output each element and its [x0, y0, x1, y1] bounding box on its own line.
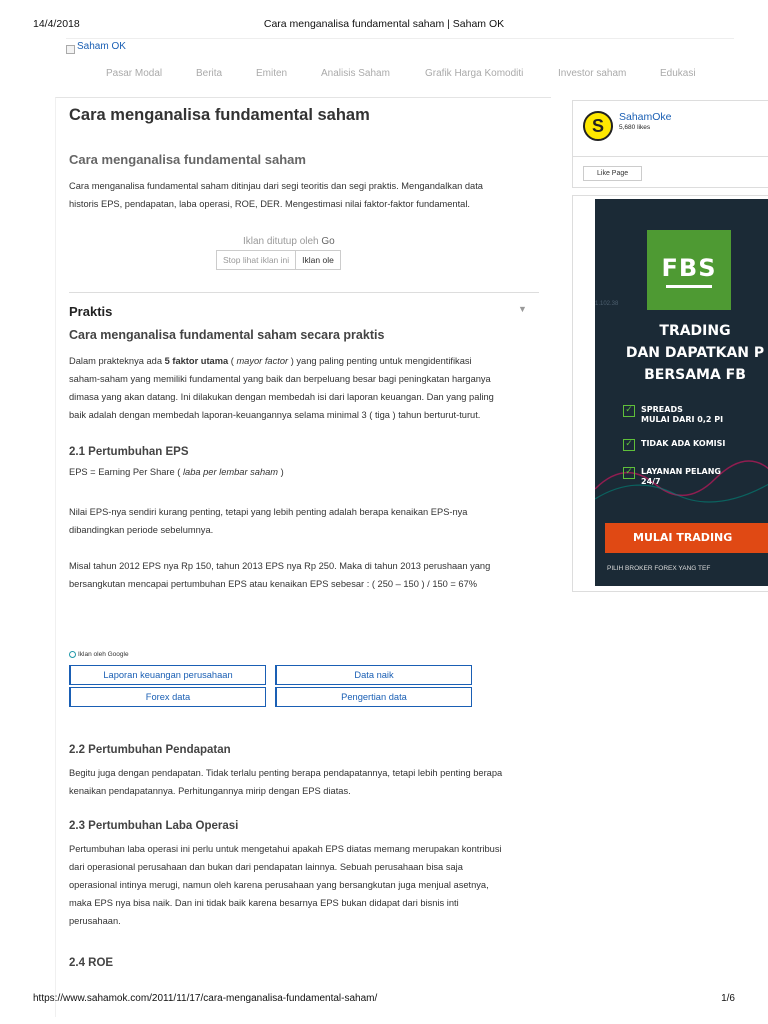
stop-ad-button[interactable]: Stop lihat iklan ini — [216, 250, 296, 270]
check-icon: ✓ — [623, 405, 635, 417]
text-line: dari operasional perusahaan dan bukan dari pendapatan lainnya. Sebuah perusahaan bisa saja — [69, 862, 463, 872]
intro-line: Cara menganalisa fundamental saham ditinjau dari segi teoritis dan segi praktis. Mengandalkan data — [69, 181, 483, 191]
text-run: ( — [228, 356, 237, 366]
text-line: Nilai EPS-nya sendiri kurang penting, tetapi yang lebih penting adalah berapa kenaikan EPS-nya — [69, 507, 468, 517]
print-title: Cara menganalisa fundamental saham | Saham OK — [263, 18, 505, 30]
intro-paragraph — [69, 177, 529, 213]
section-divider — [69, 292, 539, 293]
main-nav — [106, 68, 696, 79]
banner-feature — [623, 439, 725, 451]
text-line: dibandingkan periode sebelumnya. — [69, 525, 214, 535]
paragraph-laba-operasi — [69, 840, 529, 930]
banner-footer-text: PILIH BROKER FOREX YANG TEF — [607, 565, 711, 572]
text-line: baik adalah dengan membedah laporan-keuangannya selama minimal 3 ( tiga ) tahun berturut-turut. — [69, 410, 481, 420]
nav-item-berita[interactable]: Berita — [196, 68, 223, 79]
article-title: Cara menganalisa fundamental saham — [69, 106, 370, 124]
text-run: ) — [278, 467, 284, 477]
paragraph-pendapatan — [69, 764, 529, 800]
fbs-ad-banner[interactable] — [595, 199, 768, 586]
text-line: maka EPS nya bisa naik. Dan ini tidak baik karena besarnya EPS bukan didapat dari bisnis inti — [69, 898, 459, 908]
ad-closed-text: Iklan ditutup oleh — [243, 236, 322, 247]
ads-by-google-label: Iklan oleh Google — [78, 651, 129, 658]
text-run: Dalam prakteknya ada — [69, 356, 165, 366]
heading-2-2: 2.2 Pertumbuhan Pendapatan — [69, 744, 231, 756]
article — [55, 97, 551, 1017]
start-trading-button[interactable]: MULAI TRADING — [605, 523, 768, 553]
check-icon: ✓ — [623, 467, 635, 479]
feature-text: TIDAK ADA KOMISI — [641, 439, 726, 448]
paragraph-eps — [69, 503, 529, 539]
check-icon: ✓ — [623, 439, 635, 451]
article-subtitle: Cara menganalisa fundamental saham — [69, 152, 306, 167]
ad-links — [69, 665, 469, 707]
fbs-logo — [647, 230, 731, 310]
section-title: Praktis — [69, 304, 113, 319]
banner-headline: TRADING — [659, 323, 731, 339]
chevron-down-icon[interactable]: ▼ — [518, 304, 527, 314]
feature-text: MULAI DARI 0,2 PI — [641, 415, 724, 424]
heading-2-4: 2.4 ROE — [69, 957, 114, 969]
page-number: 1/6 — [721, 993, 735, 1004]
nav-item-grafik-harga-komoditi[interactable]: Grafik Harga Komoditi — [425, 68, 524, 79]
facebook-likes-count: 5,680 likes — [619, 124, 651, 131]
paragraph-faktor — [69, 352, 529, 424]
heading-2-1: 2.1 Pertumbuhan EPS — [69, 446, 189, 458]
facebook-page-name[interactable]: SahamOke — [619, 111, 672, 123]
site-logo[interactable] — [66, 39, 126, 54]
text-line: perusahaan. — [69, 916, 121, 926]
text-line: dimasa yang akan datang. Ini dilakukan dengan membedah isi dari laporan keuangan. Dan yang paling — [69, 392, 494, 402]
banner-feature — [623, 467, 721, 487]
broken-image-icon — [66, 45, 75, 54]
print-url: https://www.sahamok.com/2011/11/17/cara-menganalisa-fundamental-saham/ — [33, 993, 378, 1004]
nav-item-emiten[interactable]: Emiten — [256, 68, 288, 79]
italic-text: mayor factor — [236, 356, 289, 366]
feature-text: SPREADS — [641, 405, 683, 414]
logo-underline — [666, 285, 712, 288]
intro-line: historis EPS, pendapatan, laba operasi, ROE, DER. Mengestimasi nilai faktor-faktor fundamental. — [69, 199, 470, 209]
paragraph-eps-example — [69, 557, 529, 593]
eps-definition — [69, 463, 529, 481]
ad-by-button[interactable]: Iklan ole — [296, 250, 341, 270]
banner-feature — [623, 405, 723, 425]
section-subtitle: Cara menganalisa fundamental saham secara praktis — [69, 328, 385, 342]
ad-link[interactable]: Pengertian data — [275, 687, 472, 707]
sahamoke-logo[interactable]: S — [583, 111, 613, 141]
text-line: Pertumbuhan laba operasi ini perlu untuk mengetahui apakah EPS diatas memang merupakan kontribusi — [69, 844, 502, 854]
ad-link[interactable]: Laporan keuangan perusahaan — [69, 665, 266, 685]
text-line: kenaikan pendapatannya. Perhitungannya mirip dengan EPS diatas. — [69, 786, 351, 796]
ad-closed-brand: Go — [321, 236, 335, 247]
print-date: 14/4/2018 — [33, 18, 80, 30]
bold-text: 5 faktor utama — [164, 356, 229, 366]
info-icon — [69, 651, 76, 658]
divider — [573, 156, 768, 157]
nav-item-analisis-saham[interactable]: Analisis Saham — [321, 68, 390, 79]
facebook-page-widget — [572, 100, 768, 188]
feature-text: 24/7 — [641, 477, 661, 486]
ticker-text: 1.102.38 — [595, 301, 619, 307]
ad-link[interactable]: Forex data — [69, 687, 266, 707]
text-line: Misal tahun 2012 EPS nya Rp 150, tahun 2013 EPS nya Rp 250. Maka di tahun 2013 perushaan yang — [69, 561, 491, 571]
nav-item-pasar-modal[interactable]: Pasar Modal — [106, 68, 163, 79]
ad-link[interactable]: Data naik — [275, 665, 472, 685]
text-line: Begitu juga dengan pendapatan. Tidak terlalu penting berapa pendapatannya, tetapi lebih penting berapa — [69, 768, 503, 778]
text-line: bersangkutan mencapai pertumbuhan EPS atau kenaikan EPS sebesar : ( 250 – 150 ) / 150 = 67% — [69, 579, 478, 589]
logo-alt-text: Saham OK — [77, 41, 126, 52]
ad-feedback-buttons — [216, 250, 341, 270]
heading-2-3: 2.3 Pertumbuhan Laba Operasi — [69, 820, 239, 832]
italic-text: laba per lembar saham — [182, 467, 279, 477]
nav-item-investor-saham[interactable]: Investor saham — [558, 68, 627, 79]
print-header — [33, 18, 735, 32]
ads-by-google[interactable] — [69, 651, 129, 658]
text-line: operasional intinya merugi, namun oleh karena perusahaan yang bersangkutan juga menjual asetnya, — [69, 880, 489, 890]
banner-headline: DAN DAPATKAN P — [625, 345, 765, 361]
text-run: EPS = Earning Per Share ( — [69, 467, 183, 477]
feature-text: LAYANAN PELANG — [641, 467, 721, 476]
fbs-logo-text: FBS — [661, 254, 717, 282]
banner-headline: BERSAMA FB — [644, 367, 746, 383]
site-header — [66, 38, 734, 86]
like-page-button[interactable]: Like Page — [583, 166, 642, 181]
ad-banner-container — [572, 195, 768, 592]
text-line: saham-saham yang memiliki fundamental yang baik dan berpeluang besar bagi peningkatan harganya — [69, 374, 491, 384]
nav-item-edukasi[interactable]: Edukasi — [660, 68, 696, 79]
ad-closed-note — [243, 236, 335, 247]
text-run: ) yang paling penting untuk mengidentifikasi — [288, 356, 472, 366]
